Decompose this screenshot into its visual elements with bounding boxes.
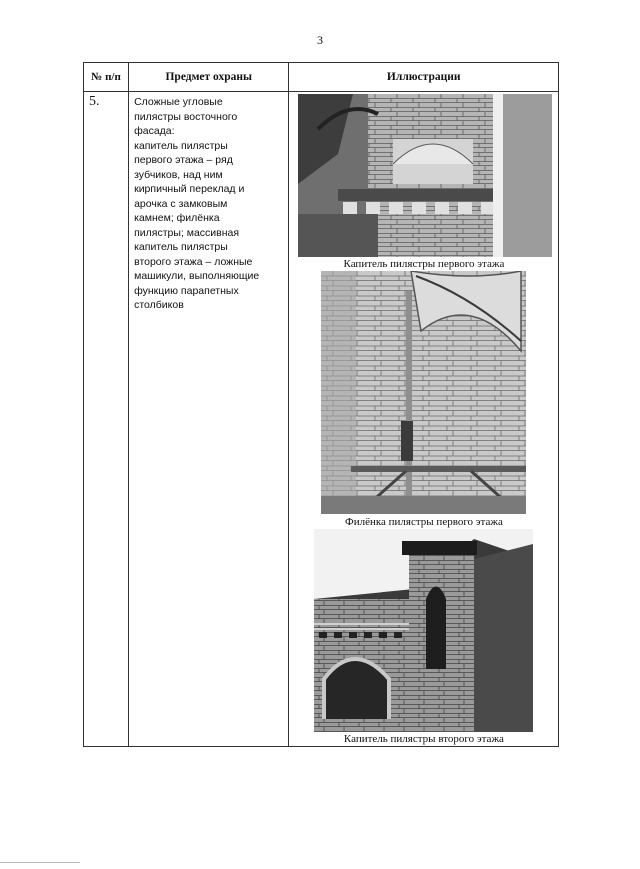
header-illustrations: Иллюстрации bbox=[289, 63, 559, 92]
table-header-row bbox=[84, 63, 559, 92]
description-line: Сложные угловые bbox=[134, 96, 223, 108]
caption-first-floor-panel: Филёнка пилястры первого этажа bbox=[345, 516, 503, 528]
description-line: второго этажа – ложные bbox=[134, 255, 253, 268]
illustrations-cell bbox=[289, 92, 559, 747]
header-num: № п/п bbox=[84, 63, 129, 92]
description-line: капитель пилястры bbox=[134, 241, 228, 253]
description-line: столбиков bbox=[134, 299, 184, 311]
description-line: функцию парапетных bbox=[134, 284, 239, 297]
footer-rule bbox=[0, 862, 80, 863]
protection-table bbox=[83, 62, 559, 747]
description-line: зубчиков, над ним bbox=[134, 168, 223, 181]
photo-first-floor-panel bbox=[321, 271, 526, 514]
photo-second-floor-capital bbox=[314, 529, 533, 732]
row-description bbox=[129, 92, 289, 747]
description-line: пилястры восточного bbox=[134, 110, 238, 123]
description-line: камнем; филёнка bbox=[134, 212, 220, 224]
description-line: машикули, выполняющие bbox=[134, 270, 260, 282]
table-row bbox=[84, 92, 559, 747]
row-number: 5. bbox=[84, 92, 129, 747]
description-line: капитель пилястры bbox=[134, 139, 228, 152]
description-line: арочка с замковым bbox=[134, 197, 228, 210]
description-line: кирпичный переклад и bbox=[134, 183, 245, 195]
caption-first-floor-capital: Капитель пилястры первого этажа bbox=[343, 258, 505, 270]
photo-first-floor-capital bbox=[298, 94, 552, 257]
caption-second-floor-capital: Капитель пилястры второго этажа bbox=[343, 733, 504, 745]
description-line: фасада: bbox=[134, 125, 175, 137]
header-subject: Предмет охраны bbox=[129, 63, 289, 92]
description-line: пилястры; массивная bbox=[134, 226, 240, 239]
description-line: первого этажа – ряд bbox=[134, 154, 233, 166]
page-number: 3 bbox=[317, 33, 323, 47]
